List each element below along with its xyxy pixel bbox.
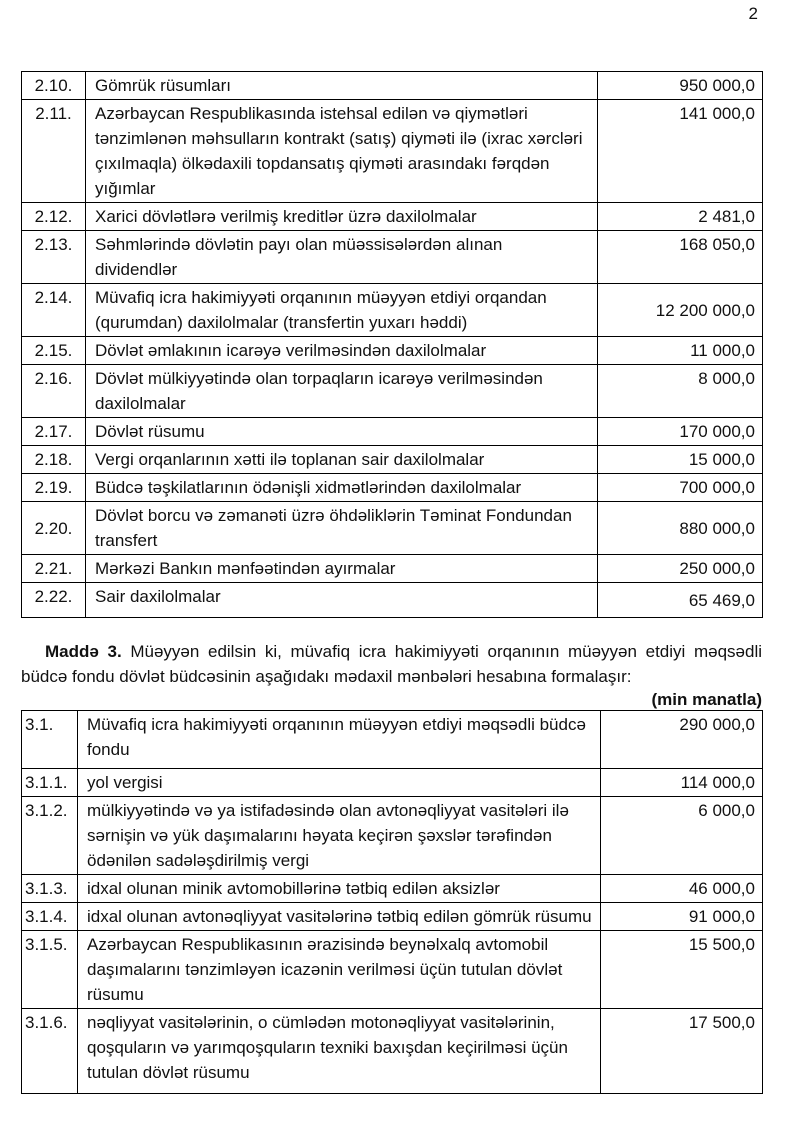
- row-number-cell: 3.1.5.: [22, 931, 78, 1009]
- row-number-cell: 3.1.2.: [22, 797, 78, 875]
- row-number-cell: 2.11.: [22, 100, 86, 203]
- description-cell: mülkiyyətində və ya istifadəsində olan avtonəqliyyat vasitələri ilə sərnişin və yük daşımalarını həyata keçirən şəxslər tərəfindən ödənilən sadələşdirilmiş vergi: [78, 797, 601, 875]
- description-cell: Büdcə təşkilatlarının ödənişli xidmətlərindən daxilolmalar: [86, 474, 598, 502]
- description-cell: Müvafiq icra hakimiyyəti orqanının müəyyən etdiyi orqandan (qurumdan) daxilolmalar (transfertin yuxarı həddi): [86, 284, 598, 337]
- unit-note: (min manatla): [651, 690, 762, 709]
- amount-cell: 114 000,0: [601, 769, 763, 797]
- amount-cell: 700 000,0: [598, 474, 763, 502]
- row-number-cell: 2.17.: [22, 418, 86, 446]
- article-3-text: Müəyyən edilsin ki, müvafiq icra hakimiyyəti orqanının müəyyən etdiyi məqsədli büdcə fondu dövlət büdcəsinin aşağıdakı mədaxil mənbələri hesabına formalaşır:: [21, 642, 762, 686]
- description-cell: Sair daxilolmalar: [86, 583, 598, 618]
- article-3-paragraph: [21, 639, 762, 689]
- row-number-cell: 3.1.3.: [22, 875, 78, 903]
- article-3-label: Maddə 3.: [45, 642, 122, 661]
- table-row: [22, 875, 763, 903]
- amount-cell: 6 000,0: [601, 797, 763, 875]
- amount-cell: 17 500,0: [601, 1009, 763, 1094]
- description-cell: Mərkəzi Bankın mənfəətindən ayırmalar: [86, 555, 598, 583]
- description-cell: Dövlət mülkiyyətində olan torpaqların icarəyə verilməsindən daxilolmalar: [86, 365, 598, 418]
- description-cell: idxal olunan avtonəqliyyat vasitələrinə tətbiq edilən gömrük rüsumu: [78, 903, 601, 931]
- description-cell: nəqliyyat vasitələrinin, o cümlədən motonəqliyyat vasitələrinin, qoşquların və yarımqoşquların texniki baxışdan keçirilməsi üçün tutulan dövlət rüsumu: [78, 1009, 601, 1094]
- amount-cell: 65 469,0: [598, 583, 763, 618]
- table-row: [22, 72, 763, 100]
- row-number-cell: 2.19.: [22, 474, 86, 502]
- description-cell: idxal olunan minik avtomobillərinə tətbiq edilən aksizlər: [78, 875, 601, 903]
- description-cell: Xarici dövlətlərə verilmiş kreditlər üzrə daxilolmalar: [86, 203, 598, 231]
- description-cell: Müvafiq icra hakimiyyəti orqanının müəyyən etdiyi məqsədli büdcə fondu: [78, 711, 601, 769]
- table-row: [22, 797, 763, 875]
- table-row: [22, 1009, 763, 1094]
- table-row: [22, 903, 763, 931]
- table-row: [22, 284, 763, 337]
- description-cell: Vergi orqanlarının xətti ilə toplanan sair daxilolmalar: [86, 446, 598, 474]
- amount-cell: 141 000,0: [598, 100, 763, 203]
- table-row: [22, 203, 763, 231]
- row-number-cell: 2.16.: [22, 365, 86, 418]
- description-cell: Dövlət rüsumu: [86, 418, 598, 446]
- amount-cell: 11 000,0: [598, 337, 763, 365]
- amount-cell: 15 000,0: [598, 446, 763, 474]
- amount-cell: 880 000,0: [598, 502, 763, 555]
- description-cell: Səhmlərində dövlətin payı olan müəssisələrdən alınan dividendlər: [86, 231, 598, 284]
- description-cell: yol vergisi: [78, 769, 601, 797]
- amount-cell: 168 050,0: [598, 231, 763, 284]
- amount-cell: 15 500,0: [601, 931, 763, 1009]
- table-row: [22, 418, 763, 446]
- table-row: [22, 446, 763, 474]
- row-number-cell: 2.13.: [22, 231, 86, 284]
- target-budget-fund-table: [21, 710, 763, 1094]
- table-row: [22, 365, 763, 418]
- table-row: [22, 555, 763, 583]
- amount-cell: 170 000,0: [598, 418, 763, 446]
- page-content: [21, 71, 762, 1094]
- amount-cell: 2 481,0: [598, 203, 763, 231]
- row-number-cell: 2.14.: [22, 284, 86, 337]
- description-cell: Gömrük rüsumları: [86, 72, 598, 100]
- description-cell: Azərbaycan Respublikasının ərazisində beynəlxalq avtomobil daşımalarını tənzimləyən icazənin verilməsi üçün tutulan dövlət rüsumu: [78, 931, 601, 1009]
- row-number-cell: 3.1.1.: [22, 769, 78, 797]
- table-row: [22, 931, 763, 1009]
- revenue-sources-table: [21, 71, 763, 618]
- description-cell: Dövlət əmlakının icarəyə verilməsindən daxilolmalar: [86, 337, 598, 365]
- amount-cell: 46 000,0: [601, 875, 763, 903]
- table-row: [22, 337, 763, 365]
- amount-cell: 8 000,0: [598, 365, 763, 418]
- row-number-cell: 3.1.: [22, 711, 78, 769]
- page-number: 2: [748, 4, 758, 23]
- amount-cell: 290 000,0: [601, 711, 763, 769]
- row-number-cell: 2.12.: [22, 203, 86, 231]
- amount-cell: 91 000,0: [601, 903, 763, 931]
- row-number-cell: 2.10.: [22, 72, 86, 100]
- table-row: [22, 711, 763, 769]
- table-row: [22, 100, 763, 203]
- row-number-cell: 2.22.: [22, 583, 86, 618]
- amount-cell: 12 200 000,0: [598, 284, 763, 337]
- amount-cell: 950 000,0: [598, 72, 763, 100]
- table-row: [22, 474, 763, 502]
- row-number-cell: 2.21.: [22, 555, 86, 583]
- row-number-cell: 3.1.6.: [22, 1009, 78, 1094]
- amount-cell: 250 000,0: [598, 555, 763, 583]
- table-row: [22, 502, 763, 555]
- row-number-cell: 3.1.4.: [22, 903, 78, 931]
- row-number-cell: 2.18.: [22, 446, 86, 474]
- table-row: [22, 583, 763, 618]
- row-number-cell: 2.20.: [22, 502, 86, 555]
- table-row: [22, 769, 763, 797]
- row-number-cell: 2.15.: [22, 337, 86, 365]
- description-cell: Dövlət borcu və zəmanəti üzrə öhdəliklərin Təminat Fondundan transfert: [86, 502, 598, 555]
- description-cell: Azərbaycan Respublikasında istehsal edilən və qiymətləri tənzimlənən məhsulların kontrakt (satış) qiyməti ilə (ixrac xərcləri çıxılmaqla) ölkədaxili topdansatış qiyməti arasındakı fərqdən yığımlar: [86, 100, 598, 203]
- table-row: [22, 231, 763, 284]
